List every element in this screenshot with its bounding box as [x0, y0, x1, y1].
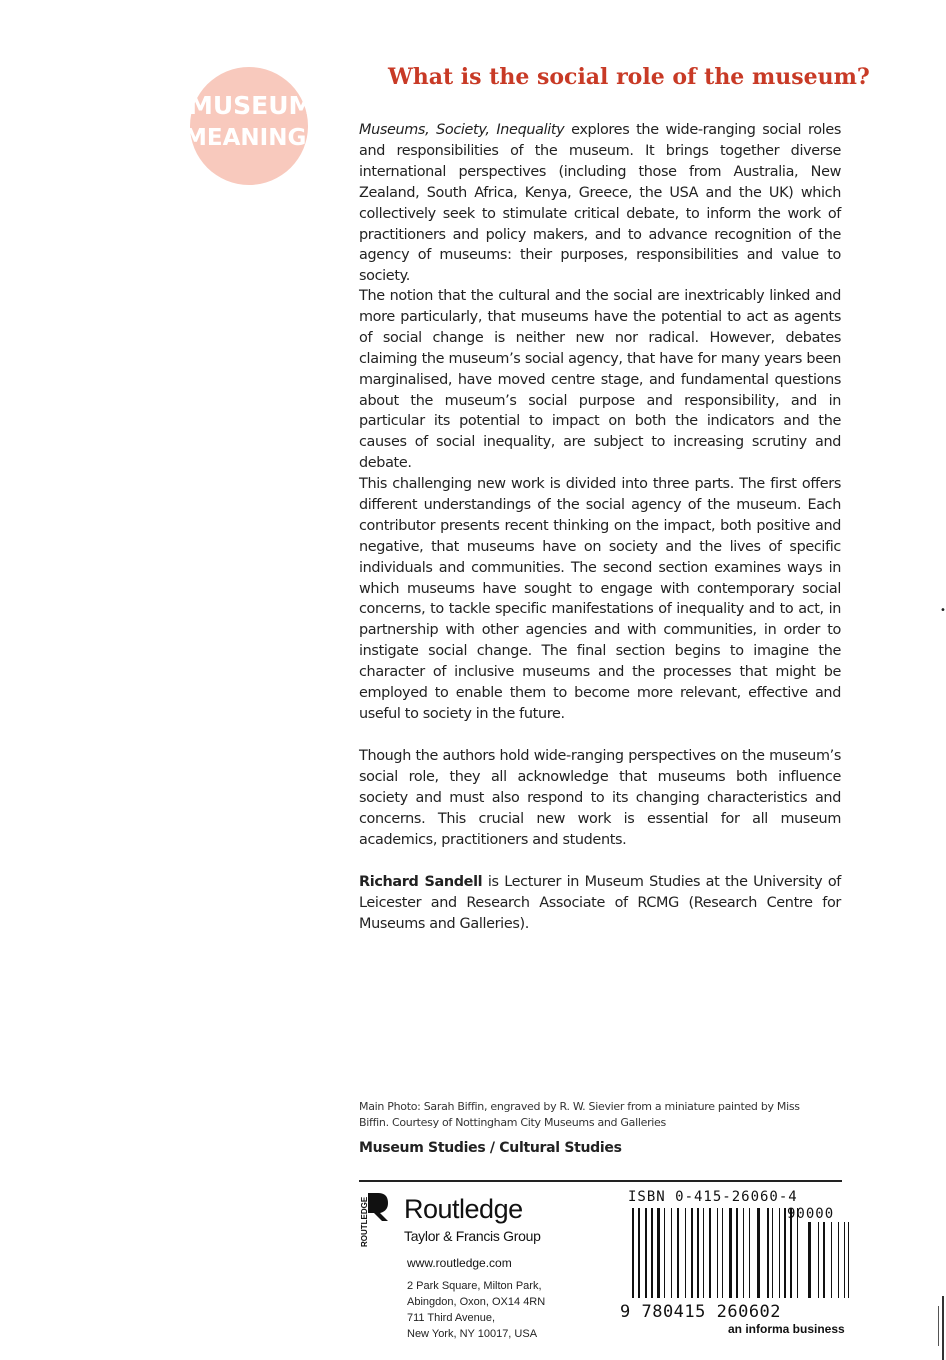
- barcode-digits: 9 780415 260602: [620, 1302, 782, 1322]
- edge-marks: [934, 1296, 946, 1360]
- book-title: Museums, Society, Inequality: [359, 122, 565, 138]
- informa-tagline: an informa business: [728, 1322, 845, 1336]
- publisher-website: www.routledge.com: [407, 1256, 512, 1270]
- logo-line-1: MUSEUM: [188, 91, 314, 120]
- subject-category: Museum Studies / Cultural Studies: [359, 1140, 622, 1156]
- publisher-name: Routledge: [404, 1194, 523, 1224]
- publisher-group: Taylor & Francis Group: [404, 1228, 541, 1244]
- author-bio-text: is Lecturer in Museum Studies at the University of Leicester and Research Associate of RCMG (Research Centre for Museums and Galleries).: [359, 874, 842, 932]
- routledge-vertical-text: ROUTLEDGE: [360, 1196, 369, 1247]
- address-line: Abingdon, Oxon, OX14 4RN: [407, 1296, 546, 1308]
- author-bio: [359, 872, 841, 935]
- address-line: 2 Park Square, Milton Park,: [407, 1280, 542, 1292]
- barcode-icon: [632, 1208, 800, 1298]
- paragraph-intro-text: explores the wide-ranging social roles and responsibilities of the museum. It brings together diverse international perspectives (including those from Australia, New Zealand, South Africa, Kenya, Greece, the USA and the UK) which collectively seek to stimulate critical debate, to inform the work of practitioners and policy makers, and to advance recognition of the agency of museums: their purposes, responsibilities and value to society.: [359, 122, 841, 285]
- paragraph-intro: [359, 120, 841, 287]
- divider: [359, 1180, 842, 1182]
- paragraph-structure: This challenging new work is divided into three parts. The first offers different understandings of the social agency of the museum. Each contributor presents recent thinking on the impact, both positive and negative, that museums have on society and the lives of specific individuals and communities. The second section examines ways in which museums have sought to engage with contemporary social concerns, to tackle specific manifestations of inequality and to act, in partnership with other agencies and with communities, in order to instigate social change. The final section begins to imagine the character of inclusive museums and the processes that might be employed to enable them to become more relevant, effective and useful to society in the future.: [359, 476, 841, 722]
- page-heading: What is the social role of the museum?: [388, 64, 870, 90]
- museum-meanings-logo: [184, 67, 323, 185]
- paragraph-perspectives: Though the authors hold wide-ranging perspectives on the museum’s social role, they all acknowledge that museums both influence society and must also respond to its changing characteristics and concerns. This crucial new work is essential for all museum academics, practitioners and students.: [359, 748, 841, 848]
- photo-caption: Main Photo: Sarah Biffin, engraved by R. W. Sievier from a miniature painted by Miss Biffin. Courtesy of Nottingham City Museums and Galleries: [359, 1100, 800, 1129]
- routledge-icon: [358, 1191, 392, 1249]
- publisher-address: [407, 1278, 545, 1342]
- barcode-addon-icon: [808, 1222, 854, 1298]
- address-line: 711 Third Avenue,: [407, 1312, 496, 1324]
- edge-mark: •: [940, 605, 946, 616]
- logo-line-2: MEANINGS: [184, 125, 323, 151]
- paragraph-notion: The notion that the cultural and the social are inextricably linked and more particularly, that museums have the potential to act as agents of social change is neither new nor radical. However, debates claiming the museum’s social agency, that have for many years been marginalised, have moved centre stage, and fundamental questions about the museum’s social purpose and responsibility, and in particular its potential to impact on both the indicators and the causes of social inequality, are subject to increasing scrutiny and debate.: [359, 288, 841, 472]
- isbn-label: ISBN 0-415-26060-4: [628, 1189, 798, 1205]
- barcode-addon-digits: 90000: [787, 1206, 835, 1222]
- author-name: Richard Sandell: [359, 874, 483, 890]
- address-line: New York, NY 10017, USA: [407, 1328, 538, 1340]
